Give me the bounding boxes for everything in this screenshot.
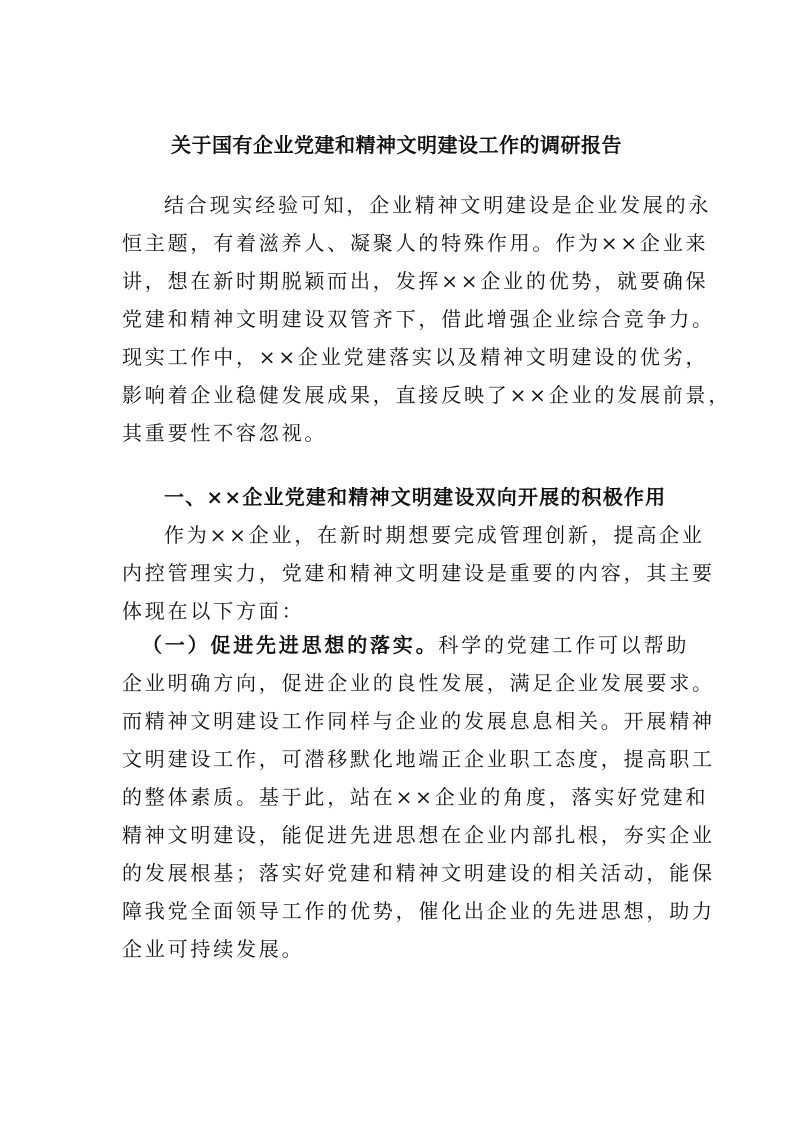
section-heading: 一、××企业党建和精神文明建设双向开展的积极作用 [164, 485, 667, 509]
paragraph-line: 现实工作中，××企业党建落实以及精神文明建设的优劣， [122, 345, 709, 369]
subsection-first-line [122, 626, 690, 664]
paragraph-line: 文明建设工作，可潜移默化地端正企业职工态度，提高职工 [122, 747, 715, 771]
paragraph-line: 的整体素质。基于此，站在××企业的角度，落实好党建和 [122, 785, 709, 809]
paragraph-line: 而精神文明建设工作同样与企业的发展息息相关。开展精神 [122, 709, 715, 733]
paragraph-line: 障我党全面领导工作的优势，催化出企业的先进思想，助力 [122, 899, 715, 923]
paragraph-line: 结合现实经验可知，企业精神文明建设是企业发展的永 [164, 193, 712, 217]
paragraph-line: 企业明确方向，促进企业的良性发展，满足企业发展要求。 [122, 671, 715, 695]
paragraph-line: 内控管理实力，党建和精神文明建设是重要的内容，其主要 [122, 561, 715, 585]
paragraph-line: 其重要性不容忽视。 [122, 421, 328, 445]
paragraph-line: 恒主题，有着滋养人、凝聚人的特殊作用。作为××企业来 [122, 231, 709, 255]
intro-paragraph [122, 186, 732, 452]
subsection-1 [122, 626, 715, 968]
section-1 [122, 478, 715, 630]
paragraph-line: 影响着企业稳健发展成果，直接反映了××企业的发展前景， [122, 383, 732, 407]
paragraph-line: 体现在以下方面： [122, 599, 305, 623]
document-title: 关于国有企业党建和精神文明建设工作的调研报告 [171, 133, 622, 157]
subsection-heading: （一）促进先进思想的落实。 [142, 633, 439, 657]
paragraph-line: 作为××企业，在新时期想要完成管理创新，提高企业 [164, 523, 705, 547]
paragraph-line: 讲，想在新时期脱颖而出，发挥××企业的优势，就要确保 [122, 269, 709, 293]
paragraph-line: 的发展根基；落实好党建和精神文明建设的相关活动，能保 [122, 861, 715, 885]
paragraph-line: 党建和精神文明建设双管齐下，借此增强企业综合竞争力。 [122, 307, 715, 331]
subsection-text: 科学的党建工作可以帮助 [438, 633, 690, 657]
paragraph-line: 企业可持续发展。 [122, 937, 305, 961]
paragraph-line: 精神文明建设，能促进先进思想在企业内部扎根，夯实企业 [122, 823, 715, 847]
